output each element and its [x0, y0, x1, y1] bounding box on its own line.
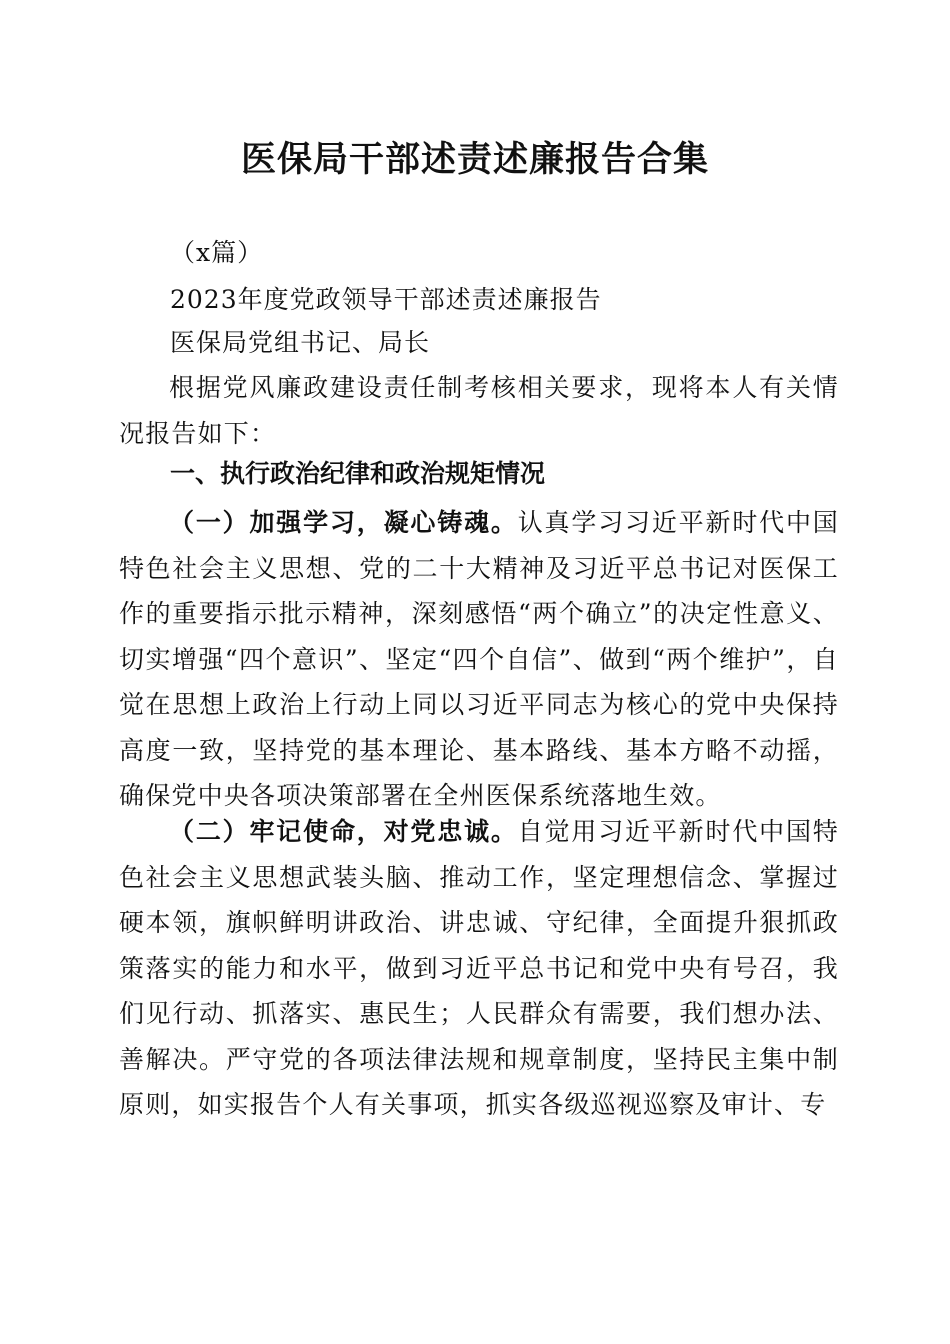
author-position: 医保局党组书记、局长: [170, 328, 431, 357]
paragraph-1-lead: （一）加强学习，凝心铸魂。: [169, 508, 518, 537]
document-title: 医保局干部述责述廉报告合集: [240, 139, 709, 180]
intro-paragraph: 根据党风廉政建设责任制考核相关要求，现将本人有关情况报告如下：: [119, 373, 839, 448]
paragraph-2: [119, 809, 839, 1128]
report-title: 2023年度党政领导干部述责述廉报告: [170, 285, 602, 314]
count-note: （x篇）: [170, 238, 264, 267]
paragraph-1-body: 认真学习习近平新时代中国特色社会主义思想、党的二十大精神及习近平总书记对医保工作的重要指示批示精神，深刻感悟“两个确立”的决定性意义、切实增强“四个意识”、坚定“四个自信”、做到“两个维护”，自觉在思想上政治上行动上同以习近平同志为核心的党中央保持高度一致，坚持党的基本理论、基本路线、基本方略不动摇，确保党中央各项决策部署在全州医保系统落地生效。: [119, 508, 839, 810]
paragraph-2-body: 自觉用习近平新时代中国特色社会主义思想武装头脑、推动工作，坚定理想信念、掌握过硬本领，旗帜鲜明讲政治、讲忠诚、守纪律，全面提升狠抓政策落实的能力和水平，做到习近平总书记和党中央有号召，我们见行动、抓落实、惠民生；人民群众有需要，我们想办法、善解决。严守党的各项法律法规和规章制度，坚持民主集中制原则，如实报告个人有关事项，抓实各级巡视巡察及审计、专: [119, 817, 839, 1119]
section-heading: 一、执行政治纪律和政治规矩情况: [170, 459, 546, 488]
paragraph-1: [119, 500, 839, 819]
paragraph-2-lead: （二）牢记使命，对党忠诚。: [169, 817, 518, 846]
